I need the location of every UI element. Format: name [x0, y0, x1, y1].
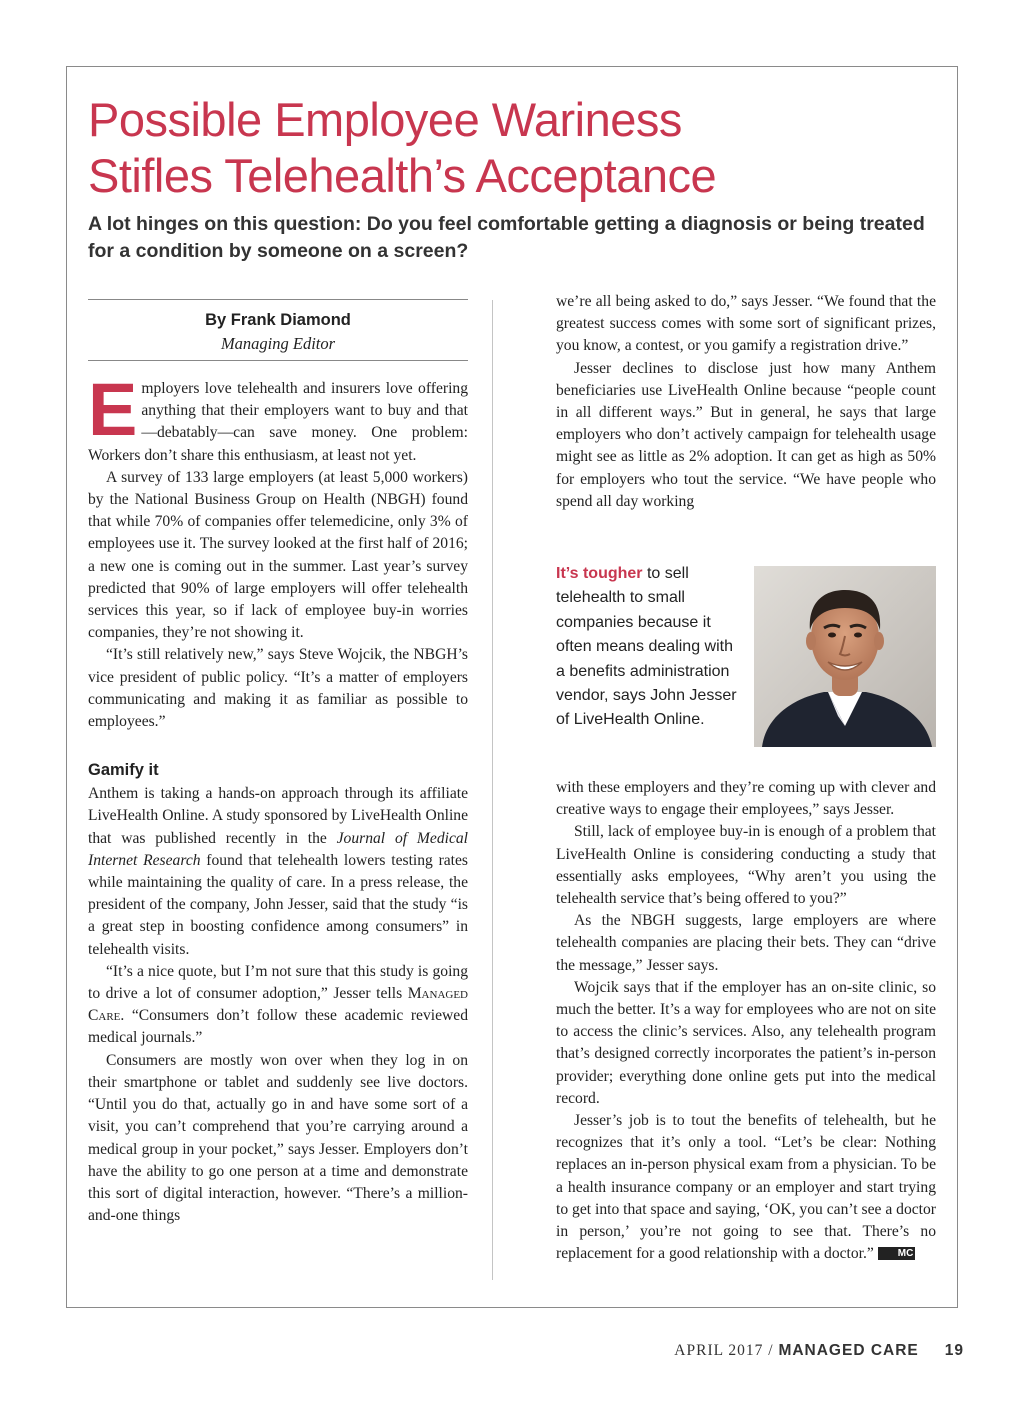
paragraph: Wojcik says that if the employer has an on-site clinic, so much the better. It’s a way for employees who are not on site to access the clinic’s services. Also, any telehealth program that’s designed correctly incorporates the patient’s in-person provider; everything done online gets put into the medical record.	[556, 978, 936, 1107]
magazine-name: Managed Care	[88, 985, 468, 1025]
paragraph	[556, 1110, 936, 1265]
paragraph-text: Jesser’s job is to tout the benefits of telehealth, but he recognizes that it’s only a tool. “Let’s be clear: Nothing replaces an in-person physical exam from a physician. To be a health insurance company or an employer and start trying to get into that space and saying, ‘OK, you can’t see a doctor in person,’ you’re not going to see that. There’s no replacement for a good relationship with a doctor.”	[556, 1112, 936, 1263]
article-title	[88, 92, 948, 204]
paragraph	[88, 961, 468, 1050]
column-left	[88, 368, 469, 1227]
pull-quote-lead: It’s tougher	[556, 565, 643, 582]
paragraph	[88, 368, 468, 467]
end-mark-icon: MC	[878, 1247, 916, 1260]
paragraph	[88, 783, 468, 961]
byline-name: By Frank Diamond	[205, 311, 351, 329]
byline	[88, 308, 468, 356]
paragraph: Jesser declines to disclose just how many Anthem beneficiaries use LiveHealth Online because “people count in all different ways.” But in general, he says that large employers who don’t actively campaign for telehealth usage might see as little as 2% adoption. It can get as high as 50% for employers who tout the service. “We have people who spend all day working	[556, 359, 936, 510]
paragraph-text: mployers love telehealth and insurers love offering anything that their employers want to buy and that—debatably—can save money. One problem: Workers don’t share this enthusiasm, at least not yet.	[88, 380, 468, 464]
paragraph-text: Anthem is taking a hands-on approach through its affiliate LiveHealth Online. A study sponsored by LiveHealth Online that was published recently in the	[88, 785, 468, 847]
page-footer	[674, 1340, 964, 1362]
portrait-photo-icon	[754, 566, 936, 747]
title-line-2: Stifles Telehealth’s Acceptance	[88, 149, 717, 202]
paragraph: “It’s still relatively new,” says Steve Wojcik, the NBGH’s vice president of public policy. “It’s a matter of employers communicating and making it as familiar as possible to employees.”	[88, 646, 468, 731]
page-number: 19	[944, 1342, 964, 1359]
paragraph: As the NBGH suggests, large employers are where telehealth companies are placing their bets. They can “drive the message,” Jesser says.	[556, 912, 936, 974]
article-deck: A lot hinges on this question: Do you feel comfortable getting a diagnosis or being treated for a condition by someone on a screen?	[88, 213, 925, 262]
journal-title: Journal of Medical Internet Research	[88, 829, 469, 869]
byline-bottom-rule	[88, 360, 468, 361]
footer-issue: APRIL 2017 /	[674, 1342, 779, 1359]
paragraph: A survey of 133 large employers (at least 5,000 workers) by the National Business Group on Health (NBGH) found that while 70% of companies offer telemedicine, only 3% of employees use it. The survey looked at the first half of 2016; a new one is coming out in the summer. Last year’s survey predicted that 90% of large employers will offer telehealth services this year, so if lack of employee buy-in worries companies, they’re not showing it.	[88, 468, 468, 642]
subhead-gamify: Gamify it	[88, 761, 159, 780]
title-line-1: Possible Employee Wariness	[88, 93, 682, 146]
drop-cap: E	[88, 368, 138, 451]
paragraph: Still, lack of employee buy-in is enough of a problem that LiveHealth Online is considering conducting a study that essentially asks employees, “Why aren’t you using the telehealth service that’s being offered to you?”	[556, 823, 936, 908]
footer-magazine: MANAGED CARE	[778, 1342, 919, 1359]
pull-quote-text: to sell telehealth to small companies because it often means dealing with a benefits administration vendor, says John Jesser of LiveHealth Online.	[556, 565, 737, 729]
byline-top-rule	[88, 299, 468, 300]
paragraph-text: “It’s a nice quote, but I’m not sure that this study is going to drive a lot of consumer adoption,” Jesser tells	[88, 962, 468, 1003]
paragraph-text: . “Consumers don’t follow these academic reviewed medical journals.”	[88, 1007, 468, 1047]
byline-role: Managing Editor	[220, 334, 336, 353]
pull-quote	[556, 562, 744, 733]
portrait-photo	[754, 566, 936, 747]
paragraph: we’re all being asked to do,” says Jesser. “We found that the greatest success comes with some sort of significant prizes, you know, a contest, or you gamify a registration drive.”	[556, 293, 936, 355]
column-right-top	[556, 291, 936, 513]
paragraph: with these employers and they’re coming up with clever and creative ways to engage their employees,” says Jesser.	[556, 779, 936, 819]
paragraph-text: found that telehealth lowers testing rates while maintaining the quality of care. In a press release, the president of the company, John Jesser, said that the study “is a great step in boosting confidence among consumers” in telehealth visits.	[88, 851, 469, 958]
column-right-bottom	[556, 777, 936, 1265]
column-divider	[492, 300, 493, 1280]
paragraph: Consumers are mostly won over when they log in on their smartphone or tablet and suddenly see live doctors. “Until you do that, actually go in and have some sort of a visit, you can’t comprehend that you’re carrying around a medical group in your pocket,” says Jesser. Employers don’t have the ability to go one person at a time and demonstrate this sort of digital interaction, however. “There’s a million-and-one things	[88, 1051, 468, 1225]
